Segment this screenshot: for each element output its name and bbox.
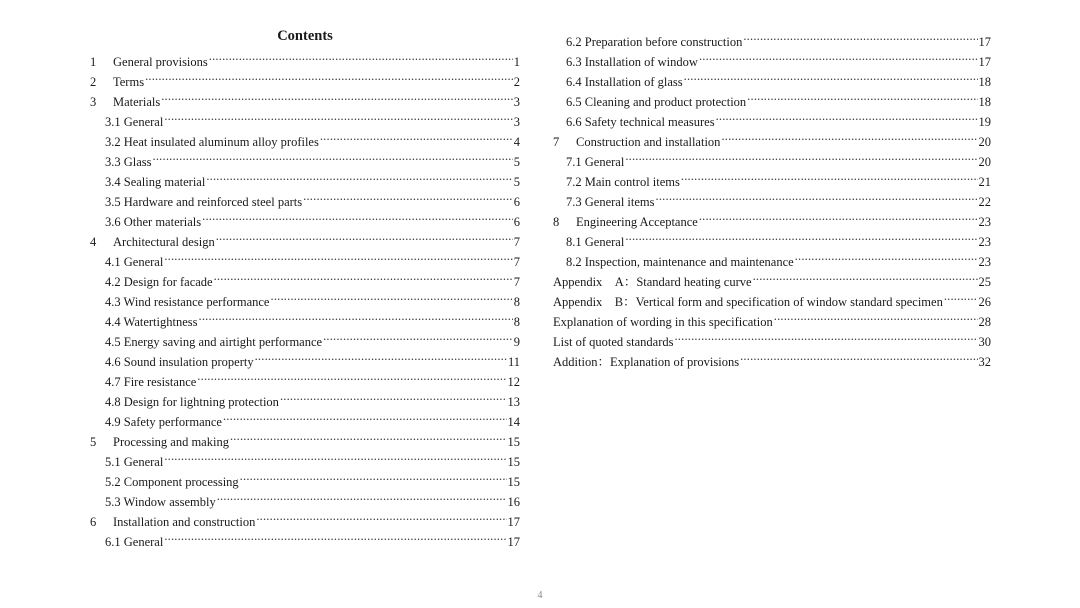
toc-entry-page: 23	[978, 215, 991, 229]
toc-entry-page: 28	[978, 315, 991, 329]
toc-entry-number: 4.6	[105, 355, 121, 369]
toc-entry-label	[105, 412, 222, 432]
toc-entry-title: Processing and making	[113, 435, 229, 449]
toc-entry-number: 6.1	[105, 535, 121, 549]
dot-leader	[164, 106, 512, 126]
toc-entry-number: 2	[90, 75, 97, 89]
toc-entry-number: 8	[553, 215, 560, 229]
toc-entry-page: 6	[513, 195, 520, 209]
dot-leader	[684, 66, 978, 86]
toc-entry-title: Installation of glass	[584, 75, 683, 89]
toc-entry-number: 7.2	[566, 175, 582, 189]
dot-leader	[271, 286, 513, 306]
dot-leader	[216, 226, 513, 246]
toc-entry-page: 5	[513, 155, 520, 169]
toc-entry-title: Wind resistance performance	[123, 295, 270, 309]
toc-entry-title: General	[584, 155, 625, 169]
toc-entry-title: Appendix B：Vertical form and specification of window standard specimen	[553, 295, 943, 309]
toc-entry-title: Inspection, maintenance and maintenance	[584, 255, 794, 269]
dot-leader	[209, 46, 513, 66]
toc-entry-title: Heat insulated aluminum alloy profiles	[123, 135, 319, 149]
dot-leader	[206, 166, 512, 186]
toc-entry-page: 26	[978, 295, 991, 309]
page-number: 4	[537, 590, 543, 601]
toc-entry-title: Addition：Explanation of provisions	[553, 355, 740, 369]
toc-entry-page: 1	[513, 55, 520, 69]
toc-entry-title: General provisions	[113, 55, 208, 69]
toc-entry-title: Safety technical measures	[584, 115, 715, 129]
toc-entry-title: Engineering Acceptance	[576, 215, 698, 229]
toc-entry-number: 4.8	[105, 395, 121, 409]
dot-leader	[230, 426, 507, 446]
toc-entry-title: Terms	[113, 75, 145, 89]
toc-right-column	[553, 26, 991, 369]
toc-entry-number: 4	[90, 235, 97, 249]
toc-entry-page: 3	[513, 115, 520, 129]
toc-entry-page: 7	[513, 275, 520, 289]
toc-entry-number: 6.3	[566, 55, 582, 69]
toc-entry-label	[553, 332, 673, 352]
toc-entry-page: 20	[978, 155, 991, 169]
toc-entry-title: Explanation of wording in this specification	[553, 315, 773, 329]
toc-entry-title: General	[584, 235, 625, 249]
toc-entry-title: Hardware and reinforced steel parts	[123, 195, 303, 209]
toc-entry-title: Safety performance	[123, 415, 222, 429]
toc-entry-page: 18	[978, 75, 991, 89]
toc-entry-title: Main control items	[584, 175, 680, 189]
toc-entry[interactable]	[553, 26, 991, 49]
toc-entry-title: Appendix A：Standard heating curve	[553, 275, 752, 289]
toc-entry-label	[566, 192, 655, 212]
dot-leader	[214, 266, 513, 286]
toc-entry-label	[553, 272, 752, 292]
toc-entry[interactable]	[90, 66, 520, 89]
toc-entry-page: 8	[513, 315, 520, 329]
toc-entry-page: 7	[513, 255, 520, 269]
toc-entry-number: 3.6	[105, 215, 121, 229]
toc-entry-number: 7.1	[566, 155, 582, 169]
toc-entry[interactable]	[90, 166, 520, 189]
toc-entry-label	[105, 452, 163, 472]
toc-entry-number: 4.3	[105, 295, 121, 309]
toc-entry-title: Sound insulation property	[123, 355, 254, 369]
toc-entry-label	[105, 372, 196, 392]
toc-list-right	[553, 26, 991, 369]
toc-entry-title: Design for lightning protection	[123, 395, 279, 409]
toc-entry-number: 3.5	[105, 195, 121, 209]
toc-entry-page: 19	[978, 115, 991, 129]
toc-entry-number: 4.2	[105, 275, 121, 289]
toc-entry-title: Sealing material	[123, 175, 206, 189]
dot-leader	[164, 446, 506, 466]
toc-entry-number: 8.2	[566, 255, 582, 269]
toc-entry-page: 2	[513, 75, 520, 89]
dot-leader	[743, 26, 977, 46]
toc-entry-page: 4	[513, 135, 520, 149]
toc-entry-title: Window assembly	[123, 495, 216, 509]
dot-leader	[164, 246, 512, 266]
toc-entry-page: 14	[507, 415, 520, 429]
toc-entry-number: 8.1	[566, 235, 582, 249]
toc-entry-title: Cleaning and product protection	[584, 95, 747, 109]
toc-entry-page: 30	[978, 335, 991, 349]
toc-entry-page: 21	[978, 175, 991, 189]
dot-leader	[256, 506, 506, 526]
toc-entry-title: Energy saving and airtight performance	[123, 335, 323, 349]
toc-entry[interactable]	[90, 86, 520, 109]
toc-entry-number: 5.3	[105, 495, 121, 509]
toc-entry-page: 22	[978, 195, 991, 209]
toc-entry-number: 4.4	[105, 315, 121, 329]
toc-entry-title: Design for facade	[123, 275, 213, 289]
toc-entry-number: 6.2	[566, 35, 582, 49]
dot-leader	[223, 406, 507, 426]
toc-entry-label	[566, 52, 698, 72]
toc-entry-page: 15	[507, 435, 520, 449]
toc-entry-title: Installation of window	[584, 55, 698, 69]
toc-entry-label	[105, 532, 163, 552]
toc-entry-page: 17	[507, 535, 520, 549]
toc-entry-number: 4.5	[105, 335, 121, 349]
toc-entry-page: 20	[978, 135, 991, 149]
toc-entry-number: 3.4	[105, 175, 121, 189]
toc-entry-number: 5	[90, 435, 97, 449]
dot-leader	[255, 346, 507, 366]
toc-entry-number: 5.2	[105, 475, 121, 489]
toc-entry-title: Preparation before construction	[584, 35, 743, 49]
toc-entry-label	[90, 92, 160, 112]
toc-entry-number: 1	[90, 55, 97, 69]
toc-entry-label	[105, 272, 213, 292]
dot-leader	[280, 386, 507, 406]
toc-entry-title: Component processing	[123, 475, 239, 489]
toc-entry-number: 3.3	[105, 155, 121, 169]
toc-entry-page: 17	[507, 515, 520, 529]
dot-leader	[656, 186, 978, 206]
toc-entry-page: 12	[507, 375, 520, 389]
toc-entry-page: 13	[507, 395, 520, 409]
toc-entry-number: 7	[553, 135, 560, 149]
dot-leader	[795, 246, 978, 266]
toc-entry-title: General	[123, 255, 164, 269]
dot-leader	[323, 326, 513, 346]
dot-leader	[944, 286, 978, 306]
toc-entry-title: Materials	[113, 95, 161, 109]
toc-entry-number: 6.4	[566, 75, 582, 89]
toc-entry-title: General items	[584, 195, 655, 209]
toc-entry-title: Other materials	[123, 215, 202, 229]
toc-entry-page: 8	[513, 295, 520, 309]
toc-entry[interactable]	[90, 146, 520, 169]
toc-entry-number: 7.3	[566, 195, 582, 209]
dot-leader	[202, 206, 513, 226]
toc-entry-label	[566, 72, 683, 92]
dot-leader	[674, 326, 977, 346]
toc-entry-page: 18	[978, 95, 991, 109]
dot-leader	[161, 86, 513, 106]
toc-entry-label	[105, 312, 198, 332]
toc-entry-title: General	[123, 115, 164, 129]
toc-entry-page: 23	[978, 235, 991, 249]
toc-entry-title: General	[123, 455, 164, 469]
toc-entry-page: 23	[978, 255, 991, 269]
dot-leader	[199, 306, 513, 326]
toc-entry-page: 5	[513, 175, 520, 189]
toc-entry-label	[105, 152, 152, 172]
toc-entry-title: Fire resistance	[123, 375, 197, 389]
toc-entry-number: 4.1	[105, 255, 121, 269]
toc-entry-number: 4.7	[105, 375, 121, 389]
toc-entry-label	[566, 112, 715, 132]
toc-entry-number: 4.9	[105, 415, 121, 429]
page-title: Contents	[277, 28, 333, 44]
toc-entry-label	[105, 112, 163, 132]
toc-entry-title: List of quoted standards	[553, 335, 674, 349]
dot-leader	[153, 146, 513, 166]
toc-entry-title: Watertightness	[123, 315, 198, 329]
toc-entry[interactable]	[90, 46, 520, 69]
toc-entry-label	[566, 232, 624, 252]
toc-entry-number: 5.1	[105, 455, 121, 469]
toc-entry-page: 32	[978, 355, 991, 369]
dot-leader	[721, 126, 977, 146]
toc-entry-title: Construction and installation	[576, 135, 721, 149]
toc-left-column	[90, 26, 520, 549]
toc-list-left	[90, 46, 520, 549]
toc-entry-label	[553, 352, 739, 372]
toc-entry-number: 3.1	[105, 115, 121, 129]
toc-entry-label	[90, 72, 144, 92]
toc-entry-page: 15	[507, 455, 520, 469]
toc-entry-label	[105, 172, 205, 192]
dot-leader	[699, 206, 978, 226]
toc-entry-title: General	[123, 535, 164, 549]
dot-leader	[747, 86, 977, 106]
dot-leader	[625, 146, 977, 166]
dot-leader	[145, 66, 513, 86]
toc-entry-number: 3	[90, 95, 97, 109]
dot-leader	[197, 366, 506, 386]
toc-entry-page: 15	[507, 475, 520, 489]
dot-leader	[217, 486, 507, 506]
toc-entry-page: 16	[507, 495, 520, 509]
toc-entry-number: 6.6	[566, 115, 582, 129]
toc-entry-number: 6	[90, 515, 97, 529]
toc-entry-label	[566, 152, 624, 172]
dot-leader	[753, 266, 978, 286]
toc-entry-title: Installation and construction	[113, 515, 256, 529]
toc-entry-page: 3	[513, 95, 520, 109]
toc-entry-title: Glass	[123, 155, 152, 169]
toc-entry-page: 25	[978, 275, 991, 289]
dot-leader	[625, 226, 977, 246]
toc-entry-page: 9	[513, 335, 520, 349]
dot-leader	[303, 186, 513, 206]
toc-entry-number: 6.5	[566, 95, 582, 109]
toc-entry-label	[105, 252, 163, 272]
dot-leader	[240, 466, 507, 486]
dot-leader	[699, 46, 978, 66]
dot-leader	[320, 126, 513, 146]
toc-entry-label	[105, 492, 216, 512]
toc-entry-title: Architectural design	[113, 235, 215, 249]
toc-entry-label	[105, 212, 201, 232]
dot-leader	[681, 166, 978, 186]
dot-leader	[716, 106, 978, 126]
toc-entry-number: 3.2	[105, 135, 121, 149]
toc-entry-page: 17	[978, 35, 991, 49]
dot-leader	[774, 306, 978, 326]
dot-leader	[164, 526, 506, 546]
toc-entry-page: 11	[507, 355, 520, 369]
toc-entry-page: 6	[513, 215, 520, 229]
dot-leader	[740, 346, 977, 366]
toc-entry-page: 17	[978, 55, 991, 69]
toc-entry-page: 7	[513, 235, 520, 249]
